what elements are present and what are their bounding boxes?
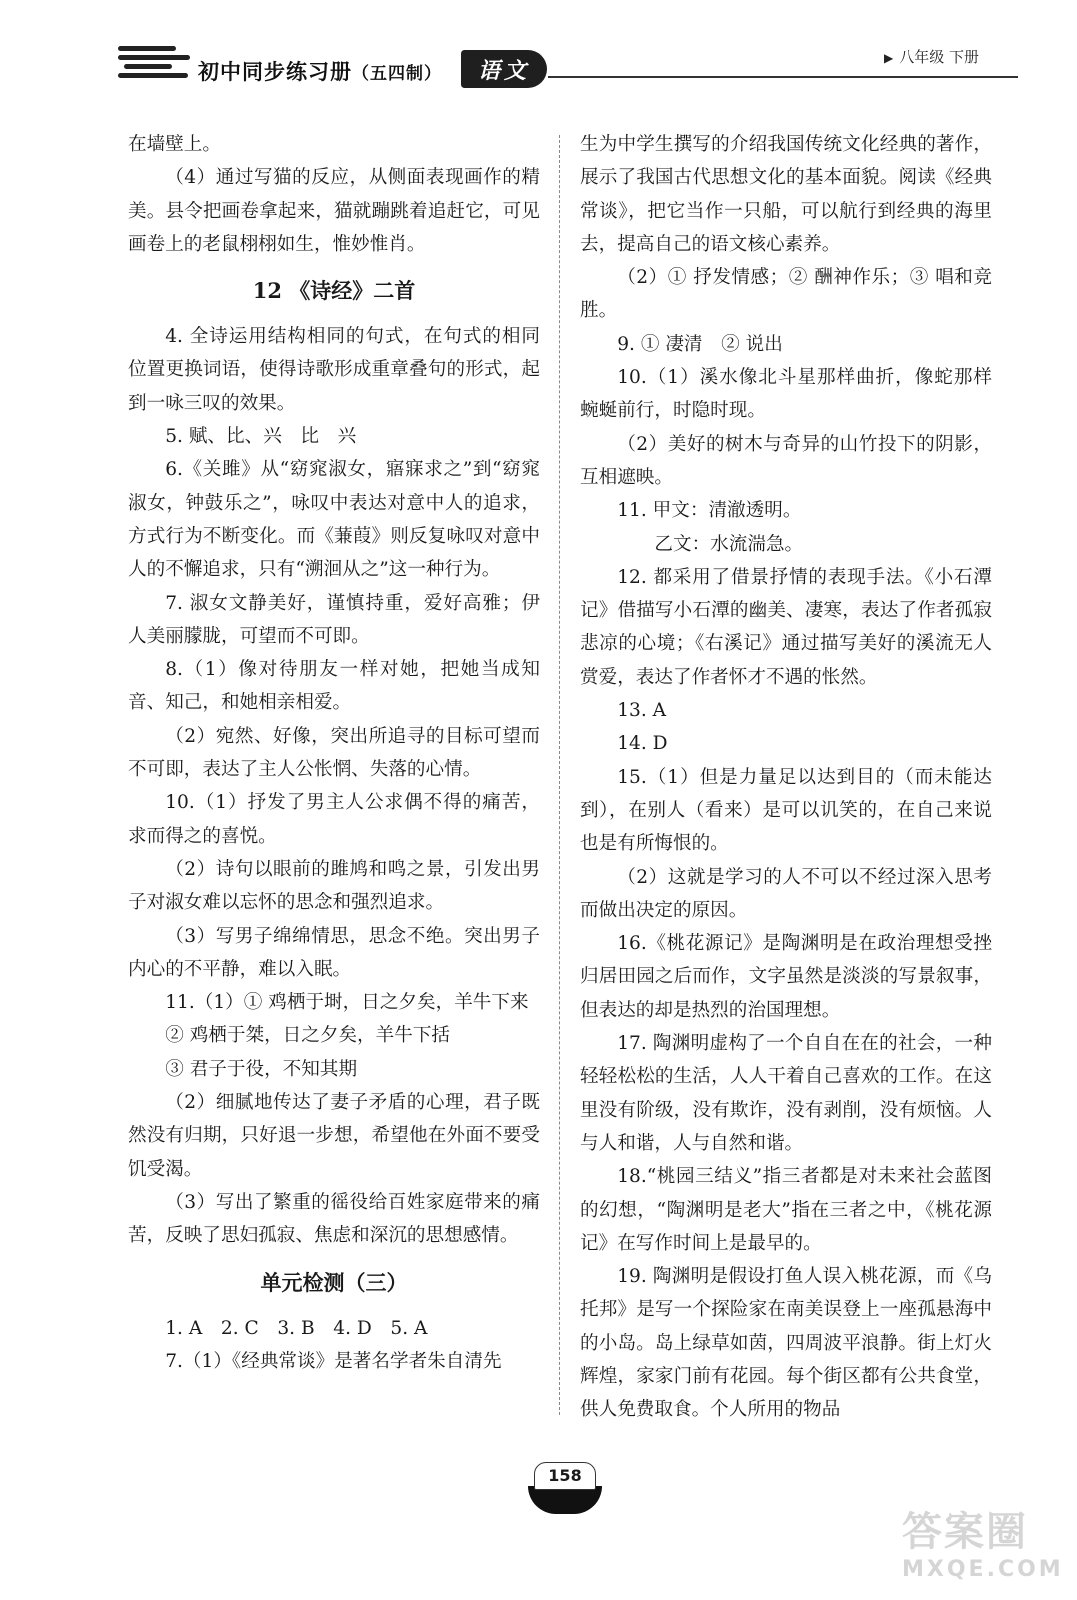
answer-paragraph: 13. A (617, 700, 667, 722)
page-number: 158 (534, 1462, 596, 1490)
grade-info (884, 46, 979, 67)
logo-stripes-icon (118, 46, 196, 86)
section-heading: 单元检测（三） (260, 1269, 408, 1295)
grade-label: 八年级 下册 (899, 48, 980, 66)
answer-paragraph: 19. 陶渊明是假设打鱼人误入桃花源，而《乌托邦》是写一个探险家在南美误登上一座孤悬海中的小岛。岛上绿草如茵，四周波平浪静。街上灯火辉煌，家家门前有花园。每个街区都有公共食堂，供人免费取食。个人所用的物品 (580, 1266, 992, 1421)
watermark (902, 1500, 1064, 1590)
answer-paragraph: （2）① 抒发情感；② 酬神作乐；③ 唱和竞胜。 (580, 267, 992, 322)
answer-paragraph: 11. 甲文：清澈透明。 (617, 500, 802, 522)
answer-paragraph: 乙文：水流湍急。 (654, 533, 804, 555)
book-title-edition: （五四制） (352, 64, 442, 84)
page-header (0, 0, 1077, 100)
answer-paragraph: 7. 淑女文静美好，谨慎持重，爱好高雅；伊人美丽朦胧，可望而不可即。 (128, 592, 540, 647)
answer-paragraph: （2）细腻地传达了妻子矛盾的心理，君子既然没有归期，只好退一步想，希望他在外面不要受饥受渴。 (128, 1092, 540, 1180)
answer-paragraph: 1. A 2. C 3. B 4. D 5. A (165, 1317, 428, 1339)
answer-paragraph: （2）宛然、好像，突出所追寻的目标可望而不可即，表达了主人公怅惘、失落的心情。 (128, 725, 540, 781)
right-column (580, 128, 992, 1427)
column-divider (559, 135, 561, 1415)
answer-paragraph: 14. D (617, 733, 668, 755)
answer-paragraph: （2）美好的树木与奇异的山竹投下的阴影，互相遮映。 (580, 433, 992, 488)
answer-paragraph: 4. 全诗运用结构相同的句式，在句式的相同位置更换词语，使得诗歌形成重章叠句的形式，起到一咏三叹的效果。 (128, 326, 540, 414)
answer-paragraph: 在墙壁上。 (128, 134, 221, 155)
section-heading: 12 《诗经》二首 (252, 278, 416, 304)
answer-paragraph: 10.（1）抒发了男主人公求偶不得的痛苦，求而得之的喜悦。 (128, 792, 540, 847)
answer-paragraph: 7.（1）《经典常谈》是著名学者朱自清先 (165, 1350, 502, 1372)
answer-paragraph: 12. 都采用了借景抒情的表现手法。《小石潭记》借描写小石潭的幽美、凄寒，表达了作者孤寂悲凉的心境；《右溪记》通过描写美好的溪流无人赏爱，表达了作者怀才不遇的怅然。 (580, 566, 992, 688)
book-title (198, 56, 442, 86)
answer-paragraph: 生为中学生撰写的介绍我国传统文化经典的著作，展示了我国古代思想文化的基本面貌。阅读《经典常谈》，把它当作一只船，可以航行到经典的海里去，提高自己的语文核心素养。 (580, 134, 992, 255)
answer-paragraph: 6.《关雎》从“窈窕淑女，寤寐求之”到“窈窕淑女，钟鼓乐之”，咏叹中表达对意中人的追求，方式行为不断变化。而《蒹葭》则反复咏叹对意中人的不懈追求，只有“溯洄从之”这一种行为。 (128, 459, 540, 581)
answer-paragraph: ③ 君子于役，不知其期 (165, 1058, 358, 1080)
page-number-badge (520, 1462, 610, 1522)
header-rule (548, 76, 1018, 78)
watermark-logo: 答案圈 (902, 1509, 1028, 1555)
answer-paragraph: 8.（1）像对待朋友一样对她，把她当成知音、知己，和她相亲相爱。 (128, 659, 540, 714)
answer-paragraph: 9. ① 凄清 ② 说出 (617, 333, 783, 355)
answer-paragraph: （2）这就是学习的人不可以不经过深入思考而做出决定的原因。 (580, 866, 992, 921)
answer-paragraph: （4）通过写猫的反应，从侧面表现画作的精美。县令把画卷拿起来，猫就蹦跳着追赶它，可见画卷上的老鼠栩栩如生，惟妙惟肖。 (128, 167, 540, 255)
answer-paragraph: 16.《桃花源记》是陶渊明是在政治理想受挫归居田园之后而作，文字虽然是淡淡的写景叙事，但表达的却是热烈的治国理想。 (580, 933, 992, 1021)
answer-paragraph: 18.“桃园三结义”指三者都是对未来社会蓝图的幻想，“陶渊明是老大”指在三者之中，《桃花源记》在写作时间上是最早的。 (580, 1166, 992, 1254)
answer-paragraph: （3）写出了繁重的徭役给百姓家庭带来的痛苦，反映了思妇孤寂、焦虑和深沉的思想感情。 (128, 1191, 540, 1247)
answer-paragraph: 15.（1）但是力量足以达到目的（而未能达到），在别人（看来）是可以讥笑的，在自己来说也是有所悔恨的。 (580, 766, 992, 855)
triangle-right-icon: ▶ (884, 51, 894, 65)
answer-paragraph: 11.（1）① 鸡栖于埘，日之夕矣，羊牛下来 (165, 992, 529, 1014)
subject-badge: 语文 (461, 50, 547, 88)
answer-paragraph: 17. 陶渊明虚构了一个自自在在的社会，一种轻轻松松的生活，人人干着自己喜欢的工作。在这里没有阶级，没有欺诈，没有剥削，没有烦恼。人与人和谐，人与自然和谐。 (580, 1033, 992, 1154)
left-column (128, 128, 540, 1378)
answer-paragraph: 5. 赋、比、兴 比 兴 (165, 426, 357, 448)
watermark-url: MXQE.COM (902, 1557, 1064, 1582)
answer-paragraph: （3）写男子绵绵情思，思念不绝。突出男子内心的不平静，难以入眠。 (128, 925, 540, 980)
page-swoosh-decoration (528, 1486, 602, 1514)
book-title-main: 初中同步练习册 (198, 59, 352, 84)
answer-paragraph: （2）诗句以眼前的雎鸠和鸣之景，引发出男子对淑女难以忘怀的思念和强烈追求。 (128, 858, 540, 914)
answer-paragraph: 10.（1）溪水像北斗星那样曲折，像蛇那样蜿蜒前行，时隐时现。 (580, 367, 992, 422)
answer-paragraph: ② 鸡栖于桀，日之夕矣，羊牛下括 (165, 1025, 451, 1047)
